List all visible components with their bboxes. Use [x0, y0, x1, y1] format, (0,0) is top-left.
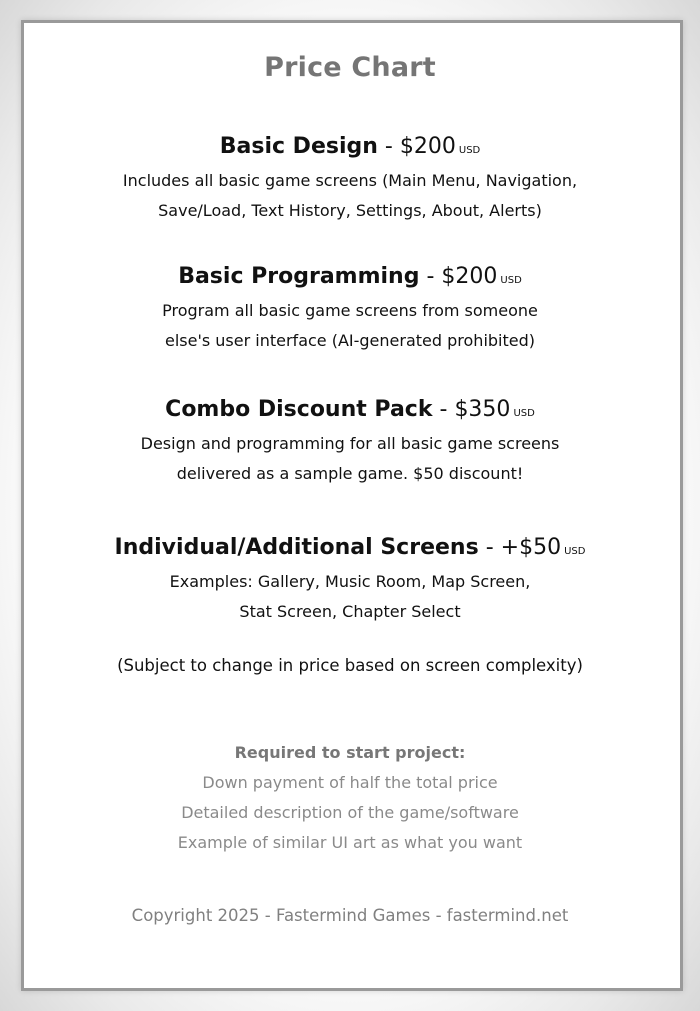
package-currency: USD — [458, 145, 481, 156]
package-separator: - — [485, 535, 494, 560]
package-price: +$50 — [500, 535, 562, 560]
package-currency: USD — [564, 546, 586, 557]
package-name: Basic Programming — [178, 264, 420, 289]
package-separator: - — [439, 397, 448, 422]
package-basic-design — [0, 132, 700, 226]
package-description-line: Stat Screen, Chapter Select — [239, 602, 461, 621]
requirement-item: Detailed description of the game/software — [181, 803, 519, 822]
package-currency: USD — [500, 275, 522, 286]
package-description-line: Program all basic game screens from someone — [162, 301, 538, 320]
requirement-item: Example of similar UI art as what you want — [177, 833, 523, 852]
package-description-line: Save/Load, Text History, Settings, About, Alerts) — [158, 201, 542, 220]
requirements-title: Required to start project: — [234, 743, 466, 762]
requirements-section — [0, 738, 700, 858]
package-heading — [0, 262, 700, 296]
package-description-line: else's user interface (AI-generated prohibited) — [165, 331, 535, 350]
package-description-line: Includes all basic game screens (Main Menu, Navigation, — [122, 171, 578, 190]
package-price: $200 — [399, 134, 456, 159]
package-description-line: delivered as a sample game. $50 discount! — [176, 464, 524, 483]
package-price: $350 — [454, 397, 511, 422]
price-change-note: (Subject to change in price based on screen complexity) — [117, 656, 583, 675]
requirement-item: Down payment of half the total price — [202, 773, 498, 792]
package-description-line: Examples: Gallery, Music Room, Map Screen, — [169, 572, 531, 591]
page-title: Price Chart — [264, 52, 436, 83]
package-individual-additional-screens — [0, 533, 700, 627]
package-heading — [0, 533, 700, 567]
package-separator: - — [384, 134, 393, 159]
package-name: Combo Discount Pack — [165, 397, 433, 422]
package-heading — [0, 132, 700, 166]
package-price: $200 — [441, 264, 498, 289]
package-name: Individual/Additional Screens — [114, 535, 479, 560]
package-separator: - — [426, 264, 435, 289]
copyright-footer: Copyright 2025 - Fastermind Games - fastermind.net — [131, 906, 569, 925]
package-heading — [0, 395, 700, 429]
package-name: Basic Design — [219, 134, 378, 159]
package-description-line: Design and programming for all basic game screens — [140, 434, 560, 453]
package-currency: USD — [513, 408, 535, 419]
package-basic-programming — [0, 262, 700, 356]
package-combo-discount-pack — [0, 395, 700, 489]
